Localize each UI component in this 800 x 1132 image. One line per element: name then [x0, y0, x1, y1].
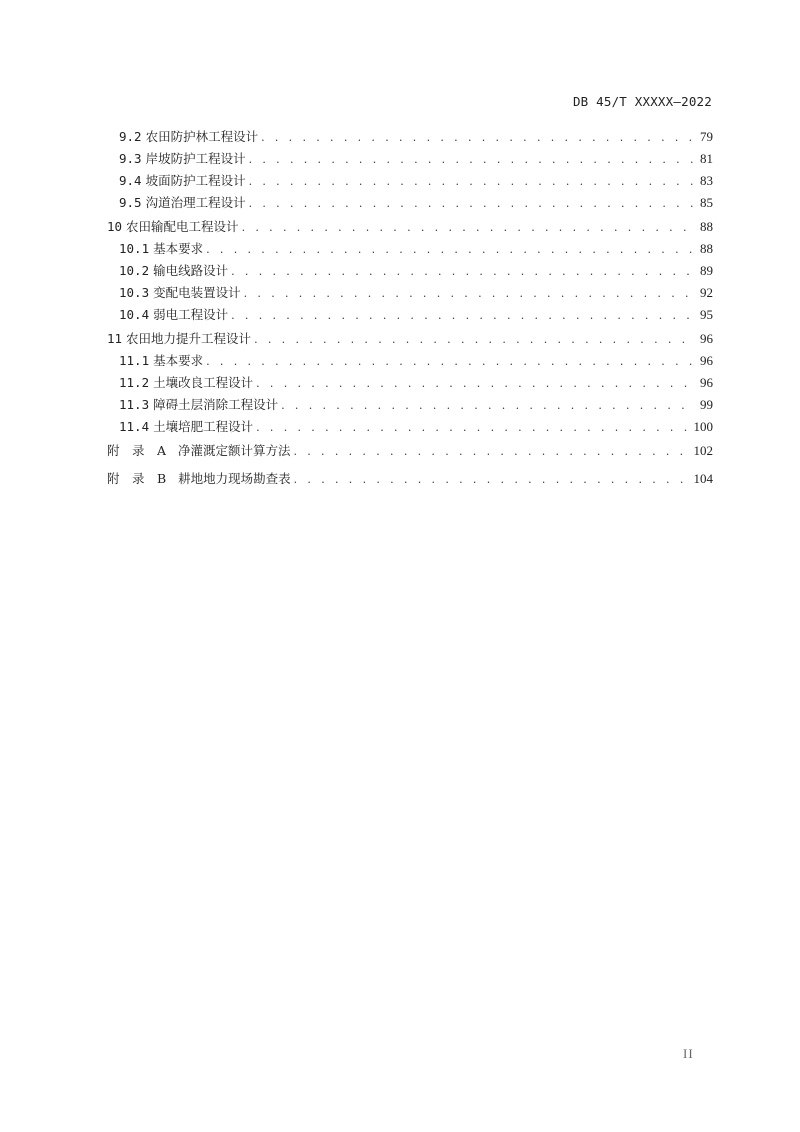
- toc-entry-title: 输电线路设计: [153, 263, 229, 278]
- dot-leader: [293, 445, 690, 458]
- toc-entry-title: 土壤培肥工程设计: [153, 419, 254, 434]
- toc-entry-number: 11.4: [119, 419, 150, 434]
- toc-appendix-entry[interactable]: [107, 469, 713, 495]
- dot-leader: [254, 333, 694, 346]
- toc-entry-number: 9.4: [119, 173, 142, 188]
- toc-entry-number: 11.2: [119, 375, 150, 390]
- toc-entry-page: 85: [700, 195, 713, 210]
- toc-entry-number: 11.1: [119, 353, 150, 368]
- toc-entry-page: 102: [693, 443, 713, 458]
- toc-chapter-entry[interactable]: [107, 217, 713, 239]
- toc-entry-page: 92: [700, 285, 713, 300]
- toc-entry-page: 99: [700, 397, 713, 412]
- toc-entry-page: 100: [693, 419, 713, 434]
- toc-entry-title: 基本要求: [153, 353, 204, 368]
- toc-entry[interactable]: [107, 305, 713, 327]
- toc-entry-number: 11.3: [119, 397, 150, 412]
- toc-entry-page: 95: [700, 307, 713, 322]
- toc-entry-title: 耕地地力现场勘查表: [178, 471, 291, 486]
- toc-entry-page: 96: [700, 331, 713, 346]
- toc-entry-page: 104: [693, 471, 713, 486]
- toc-entry-number: 10.3: [119, 285, 150, 300]
- toc-entry[interactable]: [107, 239, 713, 261]
- toc-entry[interactable]: [107, 127, 713, 149]
- toc-entry-number: 9.2: [119, 129, 142, 144]
- toc-entry-page: 83: [700, 173, 713, 188]
- toc-entry[interactable]: [107, 193, 713, 215]
- toc-entry-number: 9.5: [119, 195, 142, 210]
- dot-leader: [256, 377, 694, 390]
- toc-entry-title: 农田防护林工程设计: [145, 129, 259, 144]
- toc-entry-number: 10.4: [119, 307, 150, 322]
- toc-entry[interactable]: [107, 171, 713, 193]
- toc-entry-title: 农田地力提升工程设计: [126, 331, 252, 346]
- dot-leader: [242, 221, 694, 234]
- dot-leader: [249, 153, 694, 166]
- toc-entry[interactable]: [107, 261, 713, 283]
- dot-leader: [281, 399, 694, 412]
- appendix-label: 附 录 A: [107, 443, 167, 458]
- toc-entry-number: 10.2: [119, 263, 150, 278]
- document-code-header: DB 45/T XXXXX—2022: [572, 94, 712, 109]
- toc-entry[interactable]: [107, 149, 713, 171]
- toc-entry-title: 障碍土层消除工程设计: [153, 397, 279, 412]
- toc-entry-number: 10.1: [119, 241, 150, 256]
- dot-leader: [261, 131, 694, 144]
- toc-entry-page: 88: [700, 219, 713, 234]
- toc-entry-page: 79: [700, 129, 713, 144]
- dot-leader: [231, 265, 694, 278]
- toc-entry[interactable]: [107, 417, 713, 439]
- dot-leader: [231, 309, 694, 322]
- toc-entry-page: 96: [700, 353, 713, 368]
- toc-entry-number: 11: [107, 331, 123, 346]
- dot-leader: [294, 473, 691, 486]
- toc-entry-number: 10: [107, 219, 123, 234]
- dot-leader: [206, 243, 694, 256]
- toc-entry[interactable]: [107, 283, 713, 305]
- toc-entry[interactable]: [107, 351, 713, 373]
- dot-leader: [244, 287, 694, 300]
- toc-entry-page: 81: [700, 151, 713, 166]
- toc-entry-title: 基本要求: [153, 241, 204, 256]
- dot-leader: [249, 197, 694, 210]
- dot-leader: [256, 421, 690, 434]
- toc-entry-page: 96: [700, 375, 713, 390]
- toc-entry-title: 沟道治理工程设计: [145, 195, 246, 210]
- appendix-label: 附 录 B: [107, 471, 167, 486]
- toc-entry-title: 岸坡防护工程设计: [145, 151, 246, 166]
- page-number-footer: II: [683, 1046, 694, 1061]
- table-of-contents: [107, 127, 713, 495]
- toc-entry-title: 农田输配电工程设计: [126, 219, 239, 234]
- dot-leader: [206, 355, 694, 368]
- toc-entry-title: 弱电工程设计: [153, 307, 229, 322]
- toc-entry-title: 变配电装置设计: [153, 285, 241, 300]
- toc-appendix-entry[interactable]: [107, 441, 713, 467]
- toc-entry[interactable]: [107, 373, 713, 395]
- dot-leader: [249, 175, 694, 188]
- toc-entry[interactable]: [107, 395, 713, 417]
- toc-chapter-entry[interactable]: [107, 329, 713, 351]
- toc-entry-page: 89: [700, 263, 713, 278]
- toc-entry-title: 净灌溉定额计算方法: [177, 443, 291, 458]
- toc-entry-title: 坡面防护工程设计: [145, 173, 246, 188]
- toc-entry-title: 土壤改良工程设计: [153, 375, 254, 390]
- toc-entry-page: 88: [700, 241, 713, 256]
- toc-entry-number: 9.3: [119, 151, 142, 166]
